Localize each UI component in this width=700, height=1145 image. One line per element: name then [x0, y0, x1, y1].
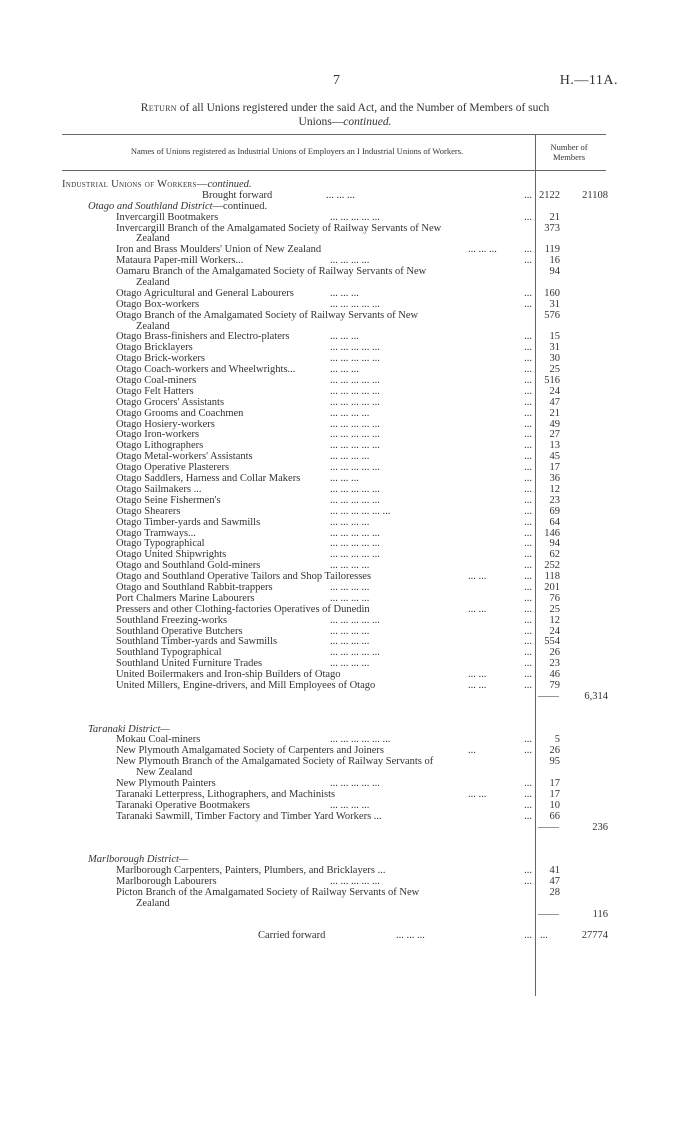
section-heading-italic: continued. — [207, 179, 252, 190]
row-leader: ... — [524, 244, 532, 256]
row-dots: ... ... ... ... ... ... — [330, 734, 391, 746]
row-leader: ... — [524, 571, 532, 583]
brought-forward-col2: 21108 — [582, 189, 608, 201]
title-line2: Unions— — [298, 116, 344, 128]
union-name: Otago Box-workers — [116, 298, 200, 310]
union-name: Otago Coach-workers and Wheelwrights... — [116, 364, 296, 376]
member-count: 24 — [549, 625, 560, 637]
row-leader: ... — [524, 625, 532, 637]
member-count: 17 — [549, 788, 560, 800]
member-count: 24 — [549, 385, 560, 397]
district-name: Otago and Southland District — [88, 200, 213, 212]
member-count: 49 — [549, 418, 560, 430]
member-count: 28 — [549, 886, 560, 898]
spacer — [0, 833, 700, 844]
member-count: 516 — [544, 375, 560, 387]
row-dots: ... ... ... ... ... — [330, 342, 380, 354]
union-name: Taranaki Sawmill, Timber Factory and Timber Yard Workers ... — [116, 810, 382, 822]
row-dots: ... ... ... ... — [330, 560, 370, 572]
row-dots: ... ... ... ... — [330, 255, 370, 267]
table-row — [0, 409, 700, 420]
union-name: Otago Tramways... — [116, 527, 196, 539]
union-name: Otago Coal-miners — [116, 375, 197, 387]
row-leader: ... — [524, 211, 532, 223]
union-name: Southland Freezing-works — [116, 614, 228, 626]
row-leader: ... — [524, 810, 532, 822]
union-name: Otago Metal-workers' Assistants — [116, 451, 253, 463]
member-count: 5 — [554, 734, 560, 746]
member-count: 23 — [549, 494, 560, 506]
header-bottom-rule — [62, 170, 606, 171]
member-count: 17 — [549, 462, 560, 474]
union-name: Mataura Paper-mill Workers... — [116, 255, 244, 267]
row-leader: ... — [524, 581, 532, 593]
district-total-row — [0, 692, 700, 703]
union-name: Otago Branch of the Amalgamated Society of Railway Servants of New — [116, 309, 419, 321]
carried-forward-total: 27774 — [581, 930, 608, 942]
row-dots: ... ... ... ... ... — [330, 298, 380, 310]
union-name: Otago Hosiery-workers — [116, 418, 215, 430]
brought-forward-col1: 2122 — [539, 189, 560, 201]
row-dots: ... ... ... ... — [330, 658, 370, 670]
member-count: 27 — [549, 429, 560, 441]
row-dots: ... ... ... ... ... — [330, 429, 380, 441]
row-leader: ... — [524, 429, 532, 441]
union-name: Otago Typographical — [116, 538, 205, 550]
member-count: 46 — [549, 669, 560, 681]
row-dots: ... ... — [468, 603, 487, 615]
row-dots: ... ... ... ... — [330, 592, 370, 604]
row-dots: ... ... ... ... ... ... — [330, 505, 391, 517]
member-count: 25 — [549, 364, 560, 376]
union-name: United Millers, Engine-drivers, and Mill Employees of Otago — [116, 679, 376, 691]
section-heading-smallcaps: Industrial Unions of Workers— — [62, 179, 208, 190]
row-leader: ... — [524, 603, 532, 615]
row-leader: ... — [524, 799, 532, 811]
union-name: Otago Operative Plasterers — [116, 462, 230, 474]
row-leader: ... — [524, 777, 532, 789]
member-count: 13 — [549, 440, 560, 452]
union-name: Otago and Southland Gold-miners — [116, 560, 261, 572]
member-count: 25 — [549, 603, 560, 615]
member-count: 21 — [549, 211, 560, 223]
row-dots: ... ... ... ... — [330, 581, 370, 593]
row-leader: ... — [524, 298, 532, 310]
numbers-header-line2: Members — [552, 152, 586, 162]
member-count: 160 — [544, 287, 560, 299]
district-total: 116 — [592, 908, 608, 920]
row-leader: ... — [524, 865, 532, 877]
union-name: Otago Seine Fishermen's — [116, 494, 221, 506]
union-name: Marlborough Labourers — [116, 876, 217, 887]
table-row — [0, 616, 700, 627]
row-leader: ... — [524, 451, 532, 463]
row-leader: ... — [524, 592, 532, 604]
union-name: Iron and Brass Moulders' Union of New Zealand — [116, 244, 322, 256]
union-name: Invercargill Bootmakers — [116, 211, 219, 223]
row-dots: ... ... ... ... ... — [330, 527, 380, 539]
member-count: 252 — [544, 560, 560, 572]
row-dots: ... ... ... — [330, 331, 359, 343]
brought-forward-leader: ... — [524, 189, 532, 201]
document-reference: H.—11A. — [559, 73, 618, 88]
district-total-row — [0, 910, 700, 921]
row-dots: ... ... ... ... ... — [330, 440, 380, 452]
union-name: Otago Agricultural and General Labourers — [116, 287, 294, 299]
title-line2-italic: continued. — [343, 116, 392, 128]
row-dots: ... ... ... ... ... — [330, 385, 380, 397]
row-leader: ... — [524, 788, 532, 800]
union-name: Otago Felt Hatters — [116, 385, 194, 397]
title-line1: of all Unions registered under the said Act, and the Number of Members of such — [176, 102, 550, 114]
row-dots: ... ... ... ... ... — [330, 876, 380, 887]
union-name-continued: New Zealand — [136, 767, 193, 779]
union-name: Picton Branch of the Amalgamated Society of Railway Servants of New — [116, 886, 420, 898]
row-leader: ... — [524, 418, 532, 430]
row-dots: ... ... ... — [330, 364, 359, 376]
union-name: New Plymouth Amalgamated Society of Carpenters and Joiners — [116, 745, 384, 757]
member-count: 30 — [549, 353, 560, 365]
numbers-header-line1: Number of — [550, 142, 588, 152]
row-leader: ... — [524, 505, 532, 517]
union-name: Otago and Southland Rabbit-trappers — [116, 581, 273, 593]
row-dots: ... ... ... ... — [330, 516, 370, 528]
row-dots: ... ... ... ... ... — [330, 777, 380, 789]
table-row — [0, 659, 700, 670]
row-dots: ... ... ... ... ... — [330, 614, 380, 626]
union-name: Port Chalmers Marine Labourers — [116, 592, 255, 604]
row-leader: ... — [524, 876, 532, 887]
row-leader: ... — [524, 375, 532, 387]
member-count: 17 — [549, 777, 560, 789]
row-dots: ... ... ... ... ... — [330, 353, 380, 365]
row-leader: ... — [524, 462, 532, 474]
row-leader: ... — [524, 679, 532, 691]
carried-forward-row — [0, 931, 700, 942]
row-dots: ... ... — [468, 788, 487, 800]
subtotal-dash: —— — [538, 821, 559, 833]
member-count: 26 — [549, 647, 560, 659]
union-name: Invercargill Branch of the Amalgamated Society of Railway Servants of New — [116, 222, 442, 234]
union-name: Otago Grocers' Assistants — [116, 396, 225, 408]
member-count: 12 — [549, 483, 560, 495]
district-suffix: —continued. — [212, 200, 268, 212]
numbers-column-header — [538, 142, 600, 162]
table-row — [0, 757, 700, 768]
union-name: Otago Lithographers — [116, 440, 204, 452]
union-name: Otago Brass-finishers and Electro-platers — [116, 331, 290, 343]
member-count: 94 — [549, 538, 560, 550]
member-count: 64 — [549, 516, 560, 528]
member-count: 36 — [549, 473, 560, 485]
row-dots: ... ... ... ... ... — [330, 494, 380, 506]
row-leader: ... — [524, 473, 532, 485]
member-count: 15 — [549, 331, 560, 343]
member-count: 47 — [549, 396, 560, 408]
member-count: 16 — [549, 255, 560, 267]
row-leader: ... — [524, 549, 532, 561]
table-row — [0, 605, 700, 616]
union-name: United Boilermakers and Iron-ship Builders of Otago — [116, 669, 341, 681]
row-leader: ... — [524, 287, 532, 299]
district-total: 6,314 — [584, 690, 608, 702]
row-dots: ... ... ... ... — [330, 636, 370, 648]
row-leader: ... — [524, 527, 532, 539]
union-name: Southland Timber-yards and Sawmills — [116, 636, 278, 648]
row-dots: ... ... ... ... — [330, 451, 370, 463]
brought-forward-label: Brought forward — [202, 189, 273, 201]
row-dots: ... ... ... ... ... — [330, 549, 380, 561]
member-count: 31 — [549, 298, 560, 310]
subtotal-dash: —— — [538, 690, 559, 702]
union-name: Otago Iron-workers — [116, 429, 200, 441]
union-name-continued: Zealand — [136, 897, 170, 909]
member-count: 31 — [549, 342, 560, 354]
union-name: Pressers and other Clothing-factories Operatives of Dunedin — [116, 603, 370, 615]
member-count: 95 — [549, 756, 560, 768]
page-number: 7 — [333, 73, 340, 88]
member-count: 373 — [544, 222, 560, 234]
row-leader: ... — [524, 538, 532, 550]
row-leader: ... — [524, 614, 532, 626]
subtotal-dash: —— — [538, 908, 559, 920]
row-dots: ... ... ... ... — [330, 407, 370, 419]
row-leader: ... — [524, 440, 532, 452]
union-table — [0, 180, 700, 942]
row-leader: ... — [524, 353, 532, 365]
row-leader: ... — [524, 331, 532, 343]
row-leader: ... — [524, 658, 532, 670]
union-name: Mokau Coal-miners — [116, 734, 201, 746]
member-count: 146 — [544, 527, 560, 539]
carried-forward-label: Carried forward — [258, 930, 326, 942]
table-row — [0, 507, 700, 518]
union-name-continued: Zealand — [136, 277, 170, 289]
carried-forward-leader: ... — [524, 930, 532, 942]
row-dots: ... ... — [468, 669, 487, 681]
member-count: 12 — [549, 614, 560, 626]
member-count: 118 — [544, 571, 560, 583]
row-leader: ... — [524, 396, 532, 408]
table-row — [0, 213, 700, 224]
header-top-rule — [62, 134, 606, 135]
member-count: 79 — [549, 679, 560, 691]
member-count: 576 — [544, 309, 560, 321]
union-name: Southland United Furniture Trades — [116, 658, 263, 670]
union-name: Southland Typographical — [116, 647, 222, 659]
row-leader: ... — [524, 516, 532, 528]
row-dots: ... ... ... ... — [330, 625, 370, 637]
district-total: 236 — [592, 821, 608, 833]
spacer — [0, 703, 700, 714]
table-row — [0, 267, 700, 278]
table-row — [0, 224, 700, 235]
carried-forward-dots: ... ... ... — [396, 930, 425, 942]
district-total-row — [0, 823, 700, 834]
member-count: 41 — [549, 865, 560, 877]
row-leader: ... — [524, 364, 532, 376]
row-dots: ... ... ... — [330, 287, 359, 299]
member-count: 23 — [549, 658, 560, 670]
member-count: 69 — [549, 505, 560, 517]
member-count: 45 — [549, 451, 560, 463]
row-dots: ... ... — [468, 679, 487, 691]
row-dots: ... — [468, 745, 476, 757]
row-dots: ... ... ... ... ... — [330, 647, 380, 659]
union-name: Marlborough Carpenters, Painters, Plumbers, and Bricklayers ... — [116, 865, 386, 877]
row-dots: ... ... ... ... — [330, 799, 370, 811]
title-lead: Return — [140, 102, 177, 114]
district-name: Taranaki District— — [88, 723, 170, 735]
union-name: Otago and Southland Operative Tailors and Shop Tailoresses — [116, 571, 372, 583]
row-leader: ... — [524, 669, 532, 681]
union-name: Otago Brick-workers — [116, 353, 205, 365]
row-leader: ... — [524, 255, 532, 267]
union-name-continued: Zealand — [136, 233, 170, 245]
member-count: 47 — [549, 876, 560, 887]
row-leader: ... — [524, 647, 532, 659]
page-title — [62, 101, 628, 129]
union-name-continued: Zealand — [136, 320, 170, 332]
table-row — [0, 518, 700, 529]
union-name: Otago Saddlers, Harness and Collar Makers — [116, 473, 301, 485]
row-leader: ... — [524, 342, 532, 354]
union-name: Otago Bricklayers — [116, 342, 193, 354]
union-name: Otago Sailmakers ... — [116, 483, 202, 495]
carried-forward-lead: ... — [540, 930, 548, 942]
row-leader: ... — [524, 483, 532, 495]
row-dots: ... ... ... ... ... — [330, 462, 380, 474]
member-count: 66 — [549, 810, 560, 822]
union-name: Otago Shearers — [116, 505, 181, 517]
union-name: Otago United Shipwrights — [116, 549, 227, 561]
row-leader: ... — [524, 745, 532, 757]
row-dots: ... ... ... ... ... — [330, 396, 380, 408]
names-column-header: Names of Unions registered as Industrial Unions of Employers an I Industrial Unions of Workers. — [130, 146, 464, 156]
brought-forward-dots: ... ... ... — [326, 189, 355, 201]
row-dots: ... ... ... ... ... — [330, 538, 380, 550]
row-dots: ... ... — [468, 571, 487, 583]
member-count: 94 — [549, 266, 560, 278]
row-leader: ... — [524, 407, 532, 419]
union-name: Southland Operative Butchers — [116, 625, 243, 637]
row-dots: ... ... ... ... ... — [330, 418, 380, 430]
row-leader: ... — [524, 734, 532, 746]
row-dots: ... ... ... ... ... — [330, 375, 380, 387]
table-row — [0, 812, 700, 823]
member-count: 21 — [549, 407, 560, 419]
row-dots: ... ... ... ... ... — [330, 211, 380, 223]
member-count: 62 — [549, 549, 560, 561]
row-dots: ... ... ... — [468, 244, 497, 256]
member-count: 26 — [549, 745, 560, 757]
union-name: Otago Timber-yards and Sawmills — [116, 516, 261, 528]
union-name: Otago Grooms and Coachmen — [116, 407, 244, 419]
member-count: 119 — [544, 244, 560, 256]
member-count: 554 — [544, 636, 560, 648]
member-count: 76 — [549, 592, 560, 604]
union-name: Taranaki Operative Bootmakers — [116, 799, 250, 811]
table-row — [0, 888, 700, 899]
table-row — [0, 311, 700, 322]
row-leader: ... — [524, 560, 532, 572]
row-leader: ... — [524, 385, 532, 397]
table-row — [0, 779, 700, 790]
union-name: New Plymouth Branch of the Amalgamated Society of Railway Servants of — [116, 756, 434, 768]
member-count: 201 — [544, 581, 560, 593]
union-name: Oamaru Branch of the Amalgamated Society of Railway Servants of New — [116, 266, 427, 278]
table-row-continuation — [0, 234, 700, 245]
union-name: Taranaki Letterpress, Lithographers, and Machinists — [116, 788, 336, 800]
member-count: 10 — [549, 799, 560, 811]
union-name: New Plymouth Painters — [116, 777, 216, 789]
row-leader: ... — [524, 636, 532, 648]
district-name: Marlborough District— — [88, 854, 189, 866]
row-dots: ... ... ... ... ... — [330, 483, 380, 495]
row-dots: ... ... ... — [330, 473, 359, 485]
row-leader: ... — [524, 494, 532, 506]
